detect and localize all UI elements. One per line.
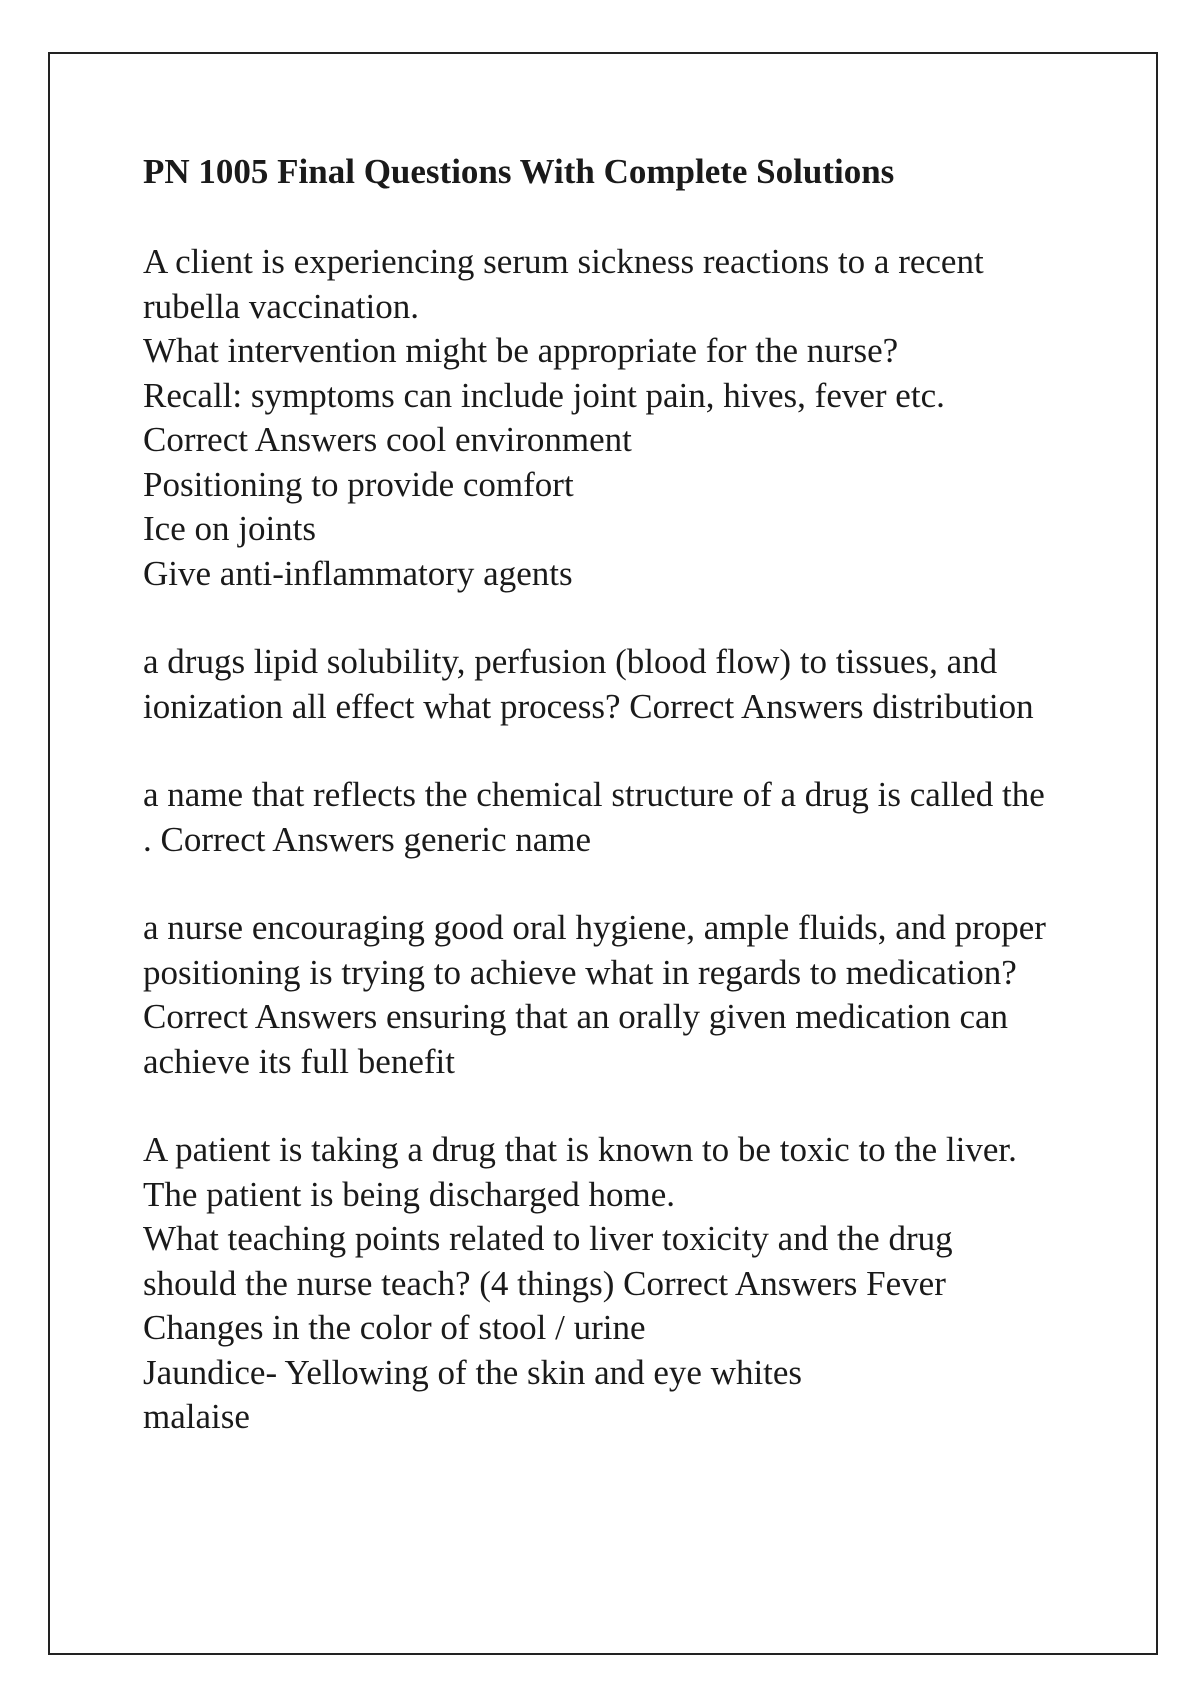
document-title: PN 1005 Final Questions With Complete Solutions <box>143 152 895 191</box>
qa-line: . Correct Answers generic name <box>143 819 592 859</box>
qa-line: positioning is trying to achieve what in regards to medication? <box>143 952 1017 992</box>
qa-line: Jaundice- Yellowing of the skin and eye whites <box>143 1352 803 1392</box>
document-body <box>143 150 1093 1484</box>
qa-line: A patient is taking a drug that is known to be toxic to the liver. <box>143 1130 1017 1169</box>
qa-block-serum-sickness <box>143 240 1093 596</box>
qa-line: Recall: symptoms can include joint pain, hives, fever etc. <box>143 375 945 415</box>
qa-line: malaise <box>143 1397 250 1436</box>
qa-line: rubella vaccination. <box>143 286 419 326</box>
qa-line: What teaching points related to liver toxicity and the drug <box>143 1219 953 1258</box>
qa-line: ionization all effect what process? Correct Answers distribution <box>143 686 1034 726</box>
qa-line: Give anti-inflammatory agents <box>143 553 573 593</box>
qa-block-liver-toxicity <box>143 1128 1093 1440</box>
qa-block-generic-name <box>143 773 1093 862</box>
qa-line: What intervention might be appropriate for the nurse? <box>143 331 899 370</box>
qa-line: Positioning to provide comfort <box>143 464 574 504</box>
qa-line: achieve its full benefit <box>143 1041 455 1081</box>
qa-line: should the nurse teach? (4 things) Correct Answers Fever <box>143 1263 946 1303</box>
qa-line: Changes in the color of stool / urine <box>143 1308 646 1347</box>
qa-line: a nurse encouraging good oral hygiene, ample fluids, and proper <box>143 908 1046 947</box>
qa-line: Correct Answers ensuring that an orally given medication can <box>143 997 1009 1036</box>
qa-line: a drugs lipid solubility, perfusion (blood flow) to tissues, and <box>143 642 998 681</box>
qa-line: Correct Answers cool environment <box>143 420 632 459</box>
qa-line: a name that reflects the chemical structure of a drug is called the <box>143 775 1045 814</box>
qa-line: Ice on joints <box>143 509 317 548</box>
qa-block-oral-medication <box>143 906 1093 1084</box>
qa-line: The patient is being discharged home. <box>143 1174 675 1214</box>
qa-block-distribution <box>143 640 1093 729</box>
qa-line: A client is experiencing serum sickness reactions to a recent <box>143 242 984 281</box>
